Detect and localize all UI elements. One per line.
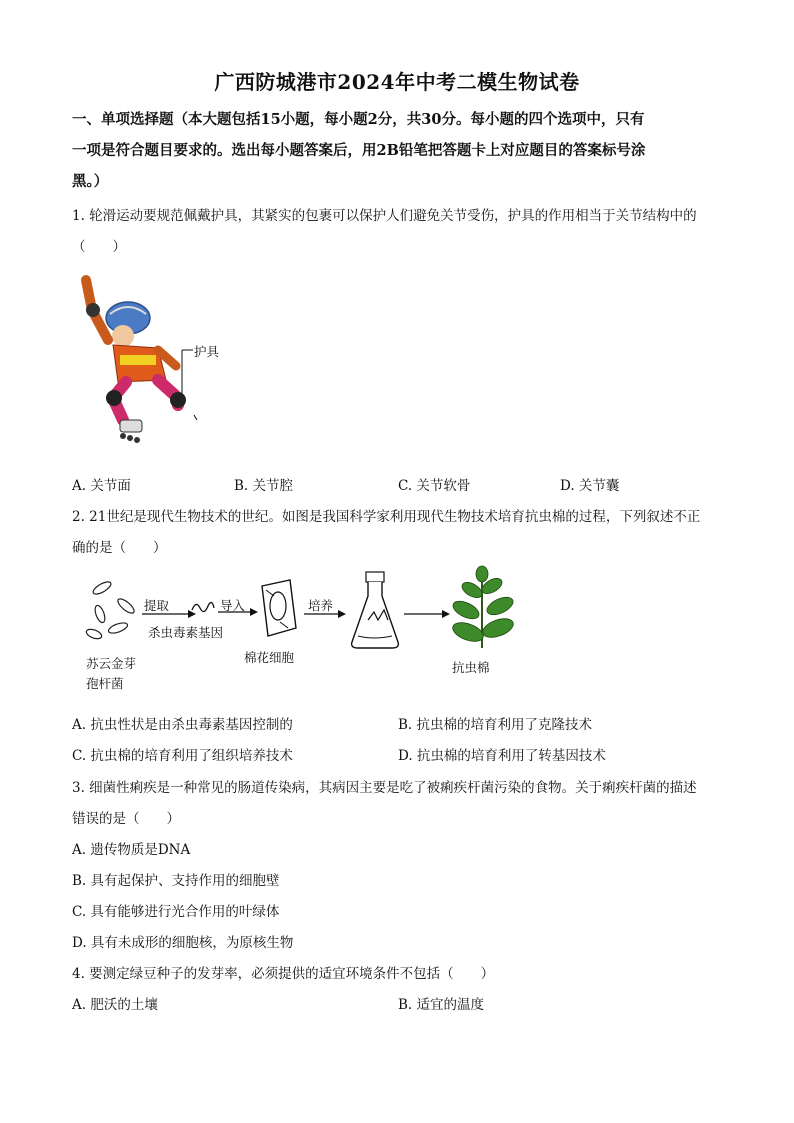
q3-option-c[interactable]: C. 具有能够进行光合作用的叶绿体 (72, 904, 280, 920)
q2-bacteria-label-2: 孢杆菌 (86, 676, 124, 691)
q2-step3-label: 培养 (308, 598, 334, 613)
skater-illustration (78, 270, 228, 455)
q2-plant-label: 抗虫棉 (452, 660, 490, 675)
q2-step2-label: 导入 (220, 598, 246, 613)
q2-option-c[interactable]: C. 抗虫棉的培育利用了组织培养技术 (72, 748, 293, 764)
q2-option-b[interactable]: B. 抗虫棉的培育利用了克隆技术 (398, 717, 593, 733)
q2-stem-line1: 2. 21世纪是现代生物技术的世纪。如图是我国科学家利用现代生物技术培育抗虫棉的过程，下列叙述不正 (72, 509, 701, 525)
q4-option-b[interactable]: B. 适宜的温度 (398, 997, 485, 1013)
q1-option-c[interactable]: C. 关节软骨 (398, 478, 471, 494)
q1-option-b[interactable]: B. 关节腔 (234, 478, 294, 494)
q2-step1-label: 提取 (144, 598, 170, 613)
q1-option-d[interactable]: D. 关节囊 (560, 478, 620, 494)
page-title: 广西防城港市2024年中考二模生物试卷 (214, 70, 580, 94)
q2-cell-label: 棉花细胞 (244, 650, 295, 665)
q3-stem-line1: 3. 细菌性痢疾是一种常见的肠道传染病，其病因主要是吃了被痢疾杆菌污染的食物。关于痢疾杆菌的描述 (72, 780, 697, 796)
q2-gene-label: 杀虫毒素基因 (148, 625, 224, 640)
section-heading-line3: 黑。） (72, 173, 109, 190)
q3-option-d[interactable]: D. 具有未成形的细胞核，为原核生物 (72, 935, 294, 951)
q1-figure-label: 护具 (194, 344, 220, 359)
q4-option-a[interactable]: A. 肥沃的土壤 (72, 997, 158, 1013)
q2-bacteria-label-1: 苏云金芽 (86, 656, 137, 671)
q2-option-a[interactable]: A. 抗虫性状是由杀虫毒素基因控制的 (72, 717, 293, 733)
q2-stem-line2: 确的是（ ） (72, 540, 167, 556)
q1-figure-skater (78, 270, 228, 455)
q2-option-d[interactable]: D. 抗虫棉的培育利用了转基因技术 (398, 748, 606, 764)
q1-option-a[interactable]: A. 关节面 (72, 478, 131, 494)
q3-stem-line2: 错误的是（ ） (72, 811, 180, 827)
section-heading-line2: 一项是符合题目要求的。选出每小题答案后，用2B铅笔把答题卡上对应题目的答案标号涂 (72, 142, 646, 159)
q1-stem-line2: （ ） (72, 239, 126, 255)
q3-option-b[interactable]: B. 具有起保护、支持作用的细胞壁 (72, 873, 280, 889)
q4-stem-line1: 4. 要测定绿豆种子的发芽率，必须提供的适宜环境条件不包括（ ） (72, 966, 495, 982)
section-heading-line1: 一、单项选择题（本大题包括15小题，每小题2分，共30分。每小题的四个选项中，只有 (72, 111, 645, 128)
q1-stem-line1: 1. 轮滑运动要规范佩戴护具，其紧实的包裹可以保护人们避免关节受伤，护具的作用相当于关节结构中的 (72, 208, 697, 224)
q3-option-a[interactable]: A. 遗传物质是DNA (72, 842, 191, 858)
